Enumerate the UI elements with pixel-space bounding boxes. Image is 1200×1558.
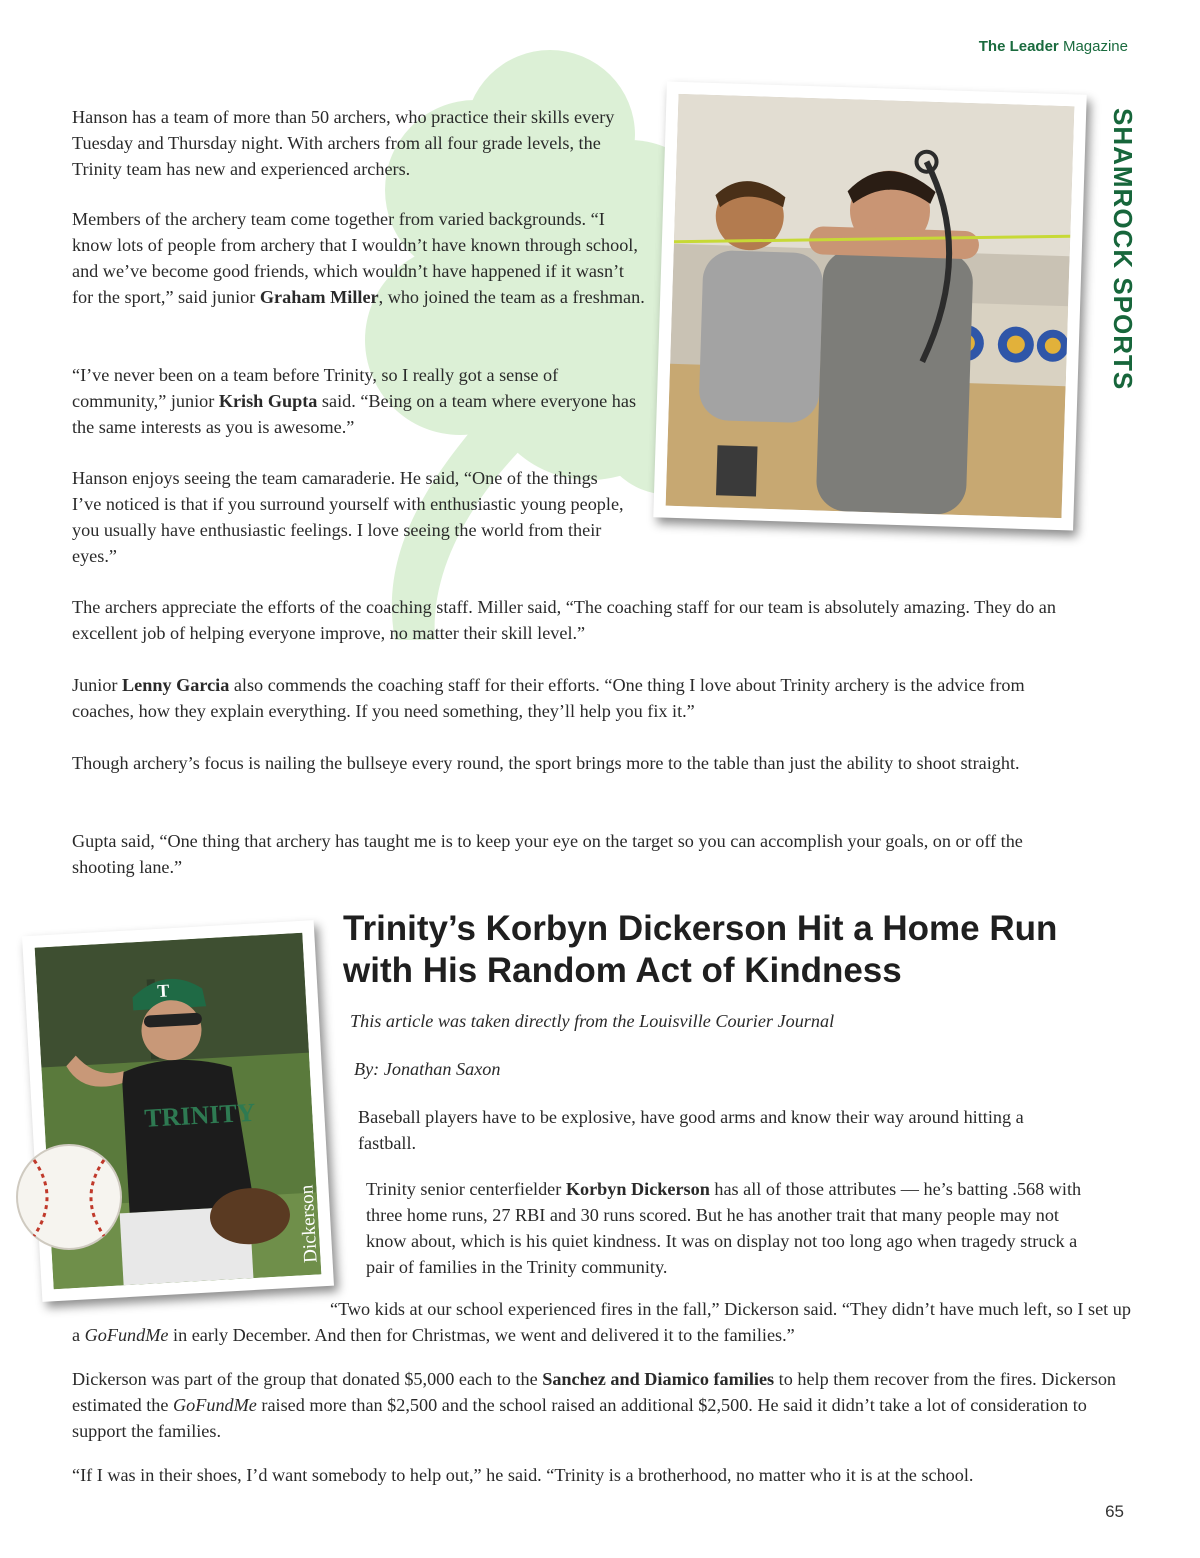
magazine-masthead: [979, 38, 1128, 55]
archery-photo: [653, 82, 1086, 531]
article-p3-text-b: in early December. And then for Christmas, we went and delivered it to the families.”: [168, 1325, 795, 1345]
svg-text:TRINITY: TRINITY: [143, 1097, 257, 1133]
archery-p3-text-a: “I’ve never been on a team before Trinity, so I really got a sense of community,” junior: [72, 365, 559, 411]
article-p2-name: Korbyn Dickerson: [565, 1179, 710, 1199]
archery-paragraph-4: Hanson enjoys seeing the team camaraderie. He said, “One of the things I’ve noticed is that if you surround yourself with enthusiastic young people, you usually have enthusiastic feelings. I love seeing the world from their eyes.”: [72, 468, 624, 566]
article-p3-text-a: “Two kids at our school experienced fires in the fall,” Dickerson said. “They didn’t have much left, so I set up a: [72, 1299, 1131, 1345]
article-source-note: This article was taken directly from the Louisville Courier Journal: [350, 1011, 835, 1031]
section-label: SHAMROCK SPORTS: [1108, 108, 1138, 391]
masthead-suffix: Magazine: [1062, 38, 1128, 55]
article-p4-text-a: Dickerson was part of the group that donated $5,000 each to the: [72, 1369, 543, 1389]
archery-p6-text-b: also commends the coaching staff for their efforts. “One thing I love about Trinity archery is the advice from coaches, how they explain everything. If you need something, they’ll help you fix it.”: [72, 675, 1025, 721]
archery-paragraph-5: The archers appreciate the efforts of the coaching staff. Miller said, “The coaching staff for our team is absolutely amazing. They do an excellent job of helping everyone improve, no matter their skill level.”: [72, 597, 1056, 643]
archery-paragraph-2: [72, 206, 647, 310]
archery-paragraph-6: [72, 672, 1072, 724]
article-byline: By: Jonathan Saxon: [354, 1059, 501, 1079]
archery-paragraph-7: Though archery’s focus is nailing the bullseye every round, the sport brings more to the table than just the ability to shoot straight.: [72, 753, 1020, 773]
article-paragraph-1: Baseball players have to be explosive, have good arms and know their way around hitting a fastball.: [358, 1107, 1024, 1153]
archery-p2-text-b: , who joined the team as a freshman.: [378, 287, 645, 307]
article-p4-gofundme: GoFundMe: [173, 1395, 257, 1415]
article-p3-gofundme: GoFundMe: [84, 1325, 169, 1345]
article-paragraph-3: [72, 1296, 1134, 1348]
article-headline: Trinity’s Korbyn Dickerson Hit a Home Run with His Random Act of Kindness: [343, 909, 1058, 990]
archery-photo-image: [666, 94, 1075, 518]
archery-p2-name: Graham Miller: [259, 287, 379, 307]
svg-text:T: T: [156, 980, 170, 1001]
archery-paragraph-8: Gupta said, “One thing that archery has taught me is to keep your eye on the target so you can accomplish your goals, on or off the shooting lane.”: [72, 831, 1023, 877]
article-paragraph-4: [72, 1366, 1134, 1444]
article-p2-text-a: Trinity senior centerfielder: [366, 1179, 566, 1199]
archery-p2-text-a: Members of the archery team come together from varied backgrounds. “I know lots of people from archery that I wouldn’t have known through school, and we’ve become good friends, which wouldn’t have happened if it wasn’t for the sport,” said junior: [72, 209, 638, 307]
archery-p6-name: Lenny Garcia: [122, 675, 230, 695]
article-p2-text-b: has all of those attributes — he’s batting .568 with three home runs, 27 RBI and 30 runs scored. But he has another trait that many people may not know about, which is his quiet kindness. It was on display not too long ago when tragedy struck a pair of families in the Trinity community.: [366, 1179, 1082, 1277]
article-p4-text-b: to help them recover from the fires. Dickerson estimated the: [72, 1369, 1117, 1415]
article-p4-names: Sanchez and Diamico families: [542, 1369, 775, 1389]
article-p4-text-c: raised more than $2,500 and the school raised an additional $2,500. He said it didn’t take a lot of consideration to support the families.: [72, 1395, 1087, 1441]
photo-caption: Dickerson: [296, 1184, 322, 1264]
baseball-icon: [12, 1140, 126, 1254]
masthead-brand: The Leader: [978, 38, 1059, 55]
archery-p6-text-a: Junior: [72, 675, 123, 695]
article-paragraph-2: [366, 1176, 1088, 1280]
article-paragraph-5: “If I was in their shoes, I’d want somebody to help out,” he said. “Trinity is a brotherhood, no matter who it is at the school.: [72, 1465, 974, 1485]
archery-p3-text-b: said. “Being on a team where everyone has the same interests as you is awesome.”: [72, 391, 637, 437]
archery-p3-name: Krish Gupta: [218, 391, 318, 411]
page-number: 65: [1105, 1502, 1124, 1521]
archery-paragraph-1: Hanson has a team of more than 50 archers, who practice their skills every Tuesday and Thursday night. With archers from all four grade levels, the Trinity team has new and experienced archers.: [72, 107, 615, 179]
archery-paragraph-3: [72, 362, 647, 440]
